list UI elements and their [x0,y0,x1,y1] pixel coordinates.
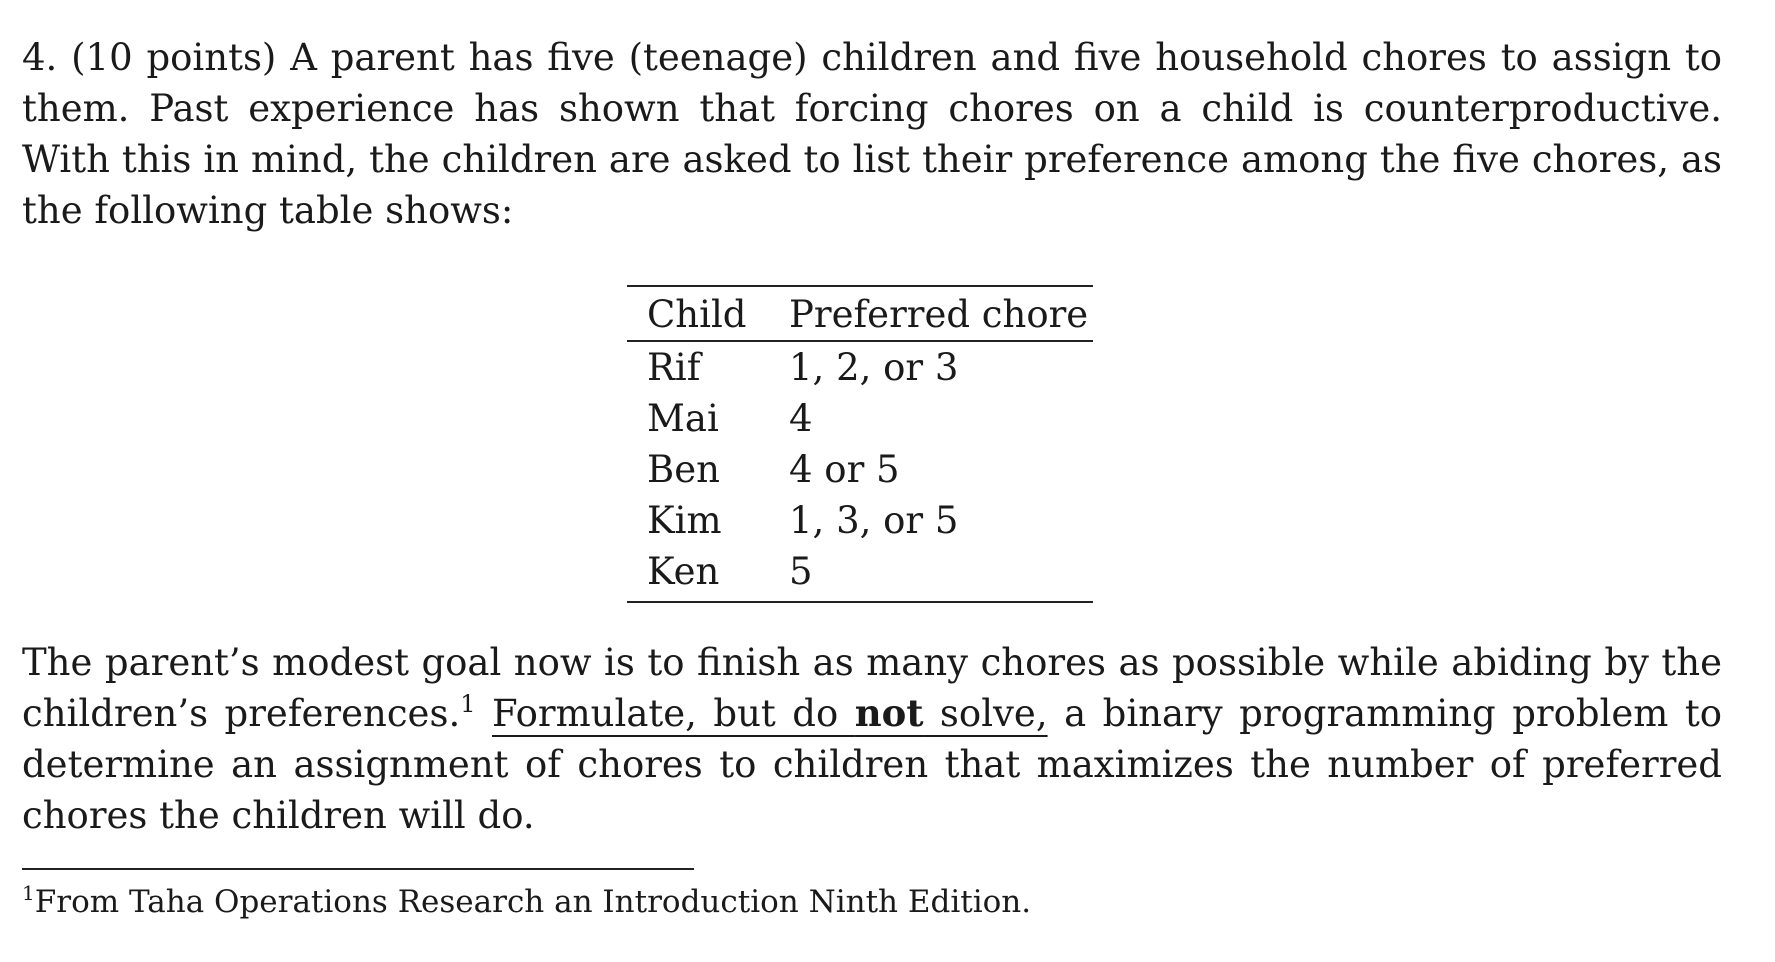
header-preferred-chore: Preferred chore [789,293,1089,336]
instruction-before: Formulate, but do [491,692,855,735]
child-name: Mai [647,397,719,440]
goal-text-2: a binary programming problem to determine an assignment of chores to children that maximizes the number of preferred chores the children will do. [22,692,1723,837]
child-name: Rif [647,346,701,389]
instruction-after: solve, [923,692,1048,735]
footnote-reference: 1 [460,690,476,718]
instruction-underlined [492,692,1048,735]
instruction-bold: not [854,691,924,735]
table-row [627,495,1093,546]
footnote [22,880,1031,924]
table-row [627,341,1093,393]
footnote-mark: 1 [22,881,35,905]
problem-intro: 4. (10 points) A parent has five (teenage) children and five household chores to assign to them. Past experience has shown that forcing chores on a child is counterproductive. With this in mind, the children are asked to list their preference among the five chores, as the following table shows: [22,36,1722,232]
child-name: Ken [647,550,720,593]
header-child: Child [647,293,747,336]
child-name: Ben [647,448,720,491]
table-row [627,444,1093,495]
table-row [627,393,1093,444]
footnote-divider [22,868,694,870]
goal-text-1: The parent’s modest goal now is to finish as many chores as possible while abiding by the children’s preferences. [22,641,1722,735]
preferences-table [627,285,1093,603]
preferred-chore: 1, 3, or 5 [789,499,959,542]
table-header-row [627,286,1093,341]
child-name: Kim [647,499,722,542]
goal-paragraph [22,637,1722,841]
preferred-chore: 4 [789,397,813,440]
preferred-chore: 1, 2, or 3 [789,346,959,389]
preferred-chore: 5 [789,550,813,593]
footnote-text: From Taha Operations Research an Introduction Ninth Edition. [34,884,1032,920]
table-row [627,546,1093,602]
preferred-chore: 4 or 5 [789,448,900,491]
